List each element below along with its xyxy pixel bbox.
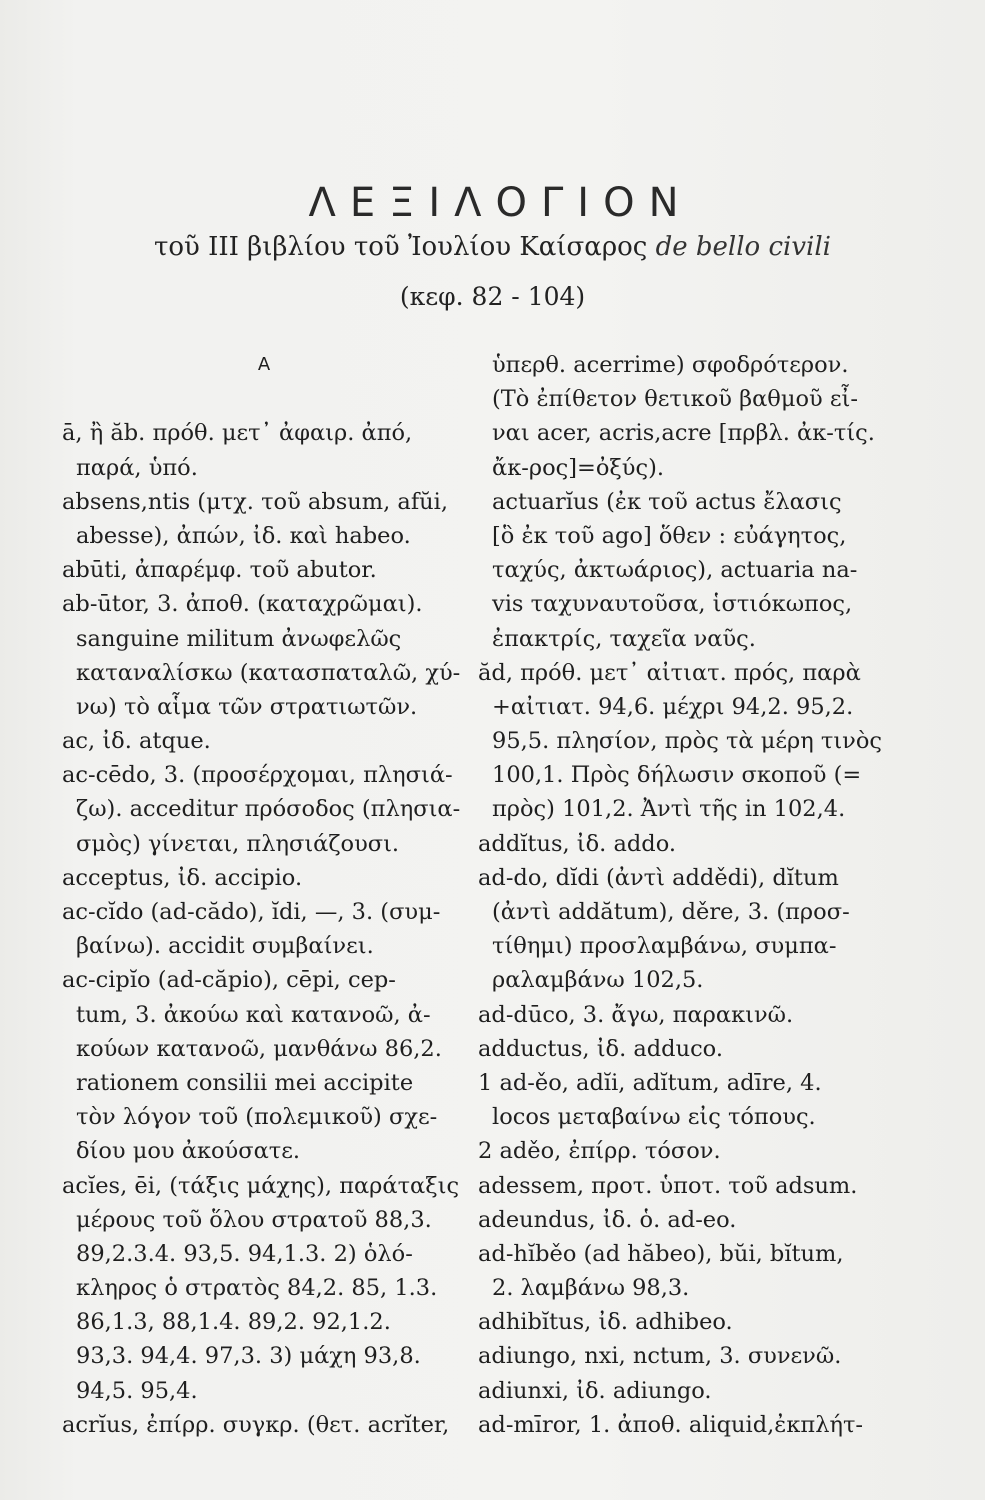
entry-line: κληρος ὁ στρατὸς 84,2. 85, 1.3. (76, 1275, 438, 1302)
entry-line: abesse), ἀπών, ἰδ. καὶ habeo. (76, 522, 411, 549)
entry-line: πρὸς) 101,2. Ἀντὶ τῆς in 102,4. (492, 796, 846, 823)
entry-line: 86,1.3, 88,1.4. 89,2. 92,1.2. (76, 1309, 391, 1336)
entry-line: ἐπακτρίς, ταχεῖα ναῦς. (492, 625, 756, 652)
entry-line: acceptus, ἰδ. accipio. (62, 864, 303, 891)
subtitle-greek: τοῦ III βιβλίου τοῦ Ἰουλίου Καίσαρος (154, 232, 648, 262)
entry-line: (Τὸ ἐπίθετον θετικοῦ βαθμοῦ εἶ- (492, 386, 858, 413)
entry-line: adiunxi, ἰδ. adiungo. (478, 1377, 712, 1404)
entry-line: +αἰτιατ. 94,6. μέχρι 94,2. 95,2. (492, 693, 854, 720)
entry-line: (ἀντὶ addătum), děre, 3. (προσ- (492, 899, 850, 925)
left-column-lines (62, 416, 466, 1442)
entry-line: μέρους τοῦ ὅλου στρατοῦ 88,3. (76, 1206, 432, 1233)
entry-line: rationem consilii mei accipite (76, 1069, 414, 1096)
entry-line: 1 ad-ěo, adĭi, adĭtum, adīre, 4. (478, 1069, 822, 1096)
entry-line: ac, ἰδ. atque. (62, 728, 211, 755)
entry-line: ἄκ-ρος]=ὀξύς). (492, 454, 665, 481)
entry-line: absens,ntis (μτχ. τοῦ absum, afŭi, (62, 488, 448, 515)
entry-line: ac-cĭdo (ad-cădo), ĭdi, —, 3. (συμ- (62, 899, 441, 925)
entry-line: τὸν λόγον τοῦ (πολεμικοῦ) σχε- (76, 1104, 438, 1131)
entry-line: βαίνω). accidit συμβαίνει. (76, 933, 374, 960)
entry-line: ad-dūco, 3. ἄγω, παρακινῶ. (478, 1001, 794, 1028)
entry-line: 100,1. Πρὸς δήλωσιν σκοποῦ (= (492, 762, 862, 789)
entry-line: ταχύς, ἀκτωάριος), actuaria na- (492, 557, 858, 584)
entry-line: adeundus, ἰδ. ὁ. ad-eo. (478, 1206, 737, 1233)
subtitle-latin: de bello civili (655, 232, 831, 262)
entry-line: παρά, ὑπό. (76, 454, 198, 481)
entry-line: tum, 3. ἀκούω καὶ κατανοῶ, ἀ- (76, 1001, 431, 1028)
right-column (478, 348, 888, 1442)
entry-line: 2. λαμβάνω 98,3. (492, 1275, 690, 1302)
entry-line: [ὃ ἐκ τοῦ ago] ὅθεν : εὐάγητος, (492, 522, 847, 549)
entry-line: ac-cēdo, 3. (προσέρχομαι, πλησιά- (62, 762, 453, 789)
entry-line: addĭtus, ἰδ. addo. (478, 830, 676, 857)
entry-line: acĭes, ēi, (τάξις μάχης), παράταξις (62, 1172, 460, 1199)
entry-line: abūti, ἀπαρέμφ. τοῦ abutor. (62, 557, 377, 584)
entry-line: 94,5. 95,4. (76, 1377, 198, 1404)
page-title: ΛΕΞΙΛΟΓΙΟΝ (308, 180, 693, 226)
entry-line: κούων κατανοῶ, μανθάνω 86,2. (76, 1035, 442, 1062)
entry-line: δίου μου ἀκούσατε. (76, 1138, 301, 1165)
entry-line: 2 aděo, ἐπίρρ. τόσον. (478, 1138, 721, 1165)
entry-line: sanguine militum ἀνωφελῶς (76, 625, 402, 652)
entry-line: ab-ūtor, 3. ἀποθ. (καταχρῶμαι). (62, 591, 423, 618)
entry-line: 95,5. πλησίον, πρὸς τὰ μέρη τινὸς (492, 728, 882, 755)
entry-line: ad-hĭběo (ad hăbeo), bŭi, bĭtum, (478, 1240, 844, 1267)
entry-line: καταναλίσκω (κατασπαταλῶ, χύ- (76, 659, 461, 686)
page-subtitle (0, 232, 985, 262)
entry-line: vis ταχυναυτοῦσα, ἱστιόκωπος, (492, 591, 853, 618)
entry-line: ζω). acceditur πρόσοδος (πλησια- (76, 796, 461, 823)
entry-line: ναι acer, acris,acre [πρβλ. ἀκ-τίς. (492, 420, 875, 447)
entry-line: ăd, πρόθ. μετ᾽ αἰτιατ. πρός, παρὰ (478, 659, 861, 686)
entry-line: adessem, προτ. ὑποτ. τοῦ adsum. (478, 1172, 858, 1199)
entry-line: acrĭus, ἐπίρρ. συγκρ. (θετ. acrĭter, (62, 1411, 450, 1438)
entry-line: 89,2.3.4. 93,5. 94,1.3. 2) ὁλό- (76, 1240, 413, 1267)
chapter-range: (κεφ. 82 - 104) (399, 282, 586, 311)
entry-line: ὑπερθ. acerrime) σφοδρότερον. (492, 352, 849, 378)
entry-line: σμὸς) γίνεται, πλησιάζουσι. (76, 830, 400, 857)
entry-line: ad-mīror, 1. ἀποθ. aliquid,ἐκπλήτ- (478, 1411, 864, 1438)
left-column (62, 348, 466, 1442)
entry-line: 93,3. 94,4. 97,3. 3) μάχη 93,8. (76, 1343, 421, 1370)
entry-line: adductus, ἰδ. adduco. (478, 1035, 723, 1062)
entry-line: adhibĭtus, ἰδ. adhibeo. (478, 1309, 733, 1336)
right-column-lines (478, 348, 888, 1442)
entry-line: ραλαμβάνω 102,5. (492, 967, 704, 994)
entry-line: adiungo, nxi, nctum, 3. συνενῶ. (478, 1343, 842, 1370)
entry-line: νω) τὸ αἷμα τῶν στρατιωτῶν. (76, 693, 418, 720)
entry-line: τίθημι) προσλαμβάνω, συμπα- (492, 933, 837, 960)
letter-heading: A (257, 354, 271, 375)
entry-line: ā, ἢ ăb. πρόθ. μετ᾽ ἀφαιρ. ἀπό, (62, 420, 413, 447)
entry-line: ad-do, dĭdi (ἀντὶ addědi), dĭtum (478, 864, 839, 891)
entry-line: ac-cipĭo (ad-căpio), cēpi, cep- (62, 967, 396, 994)
entry-line: actuarĭus (ἐκ τοῦ actus ἔλασις (492, 488, 842, 515)
entry-line: locos μεταβαίνω εἰς τόπους. (492, 1104, 816, 1131)
